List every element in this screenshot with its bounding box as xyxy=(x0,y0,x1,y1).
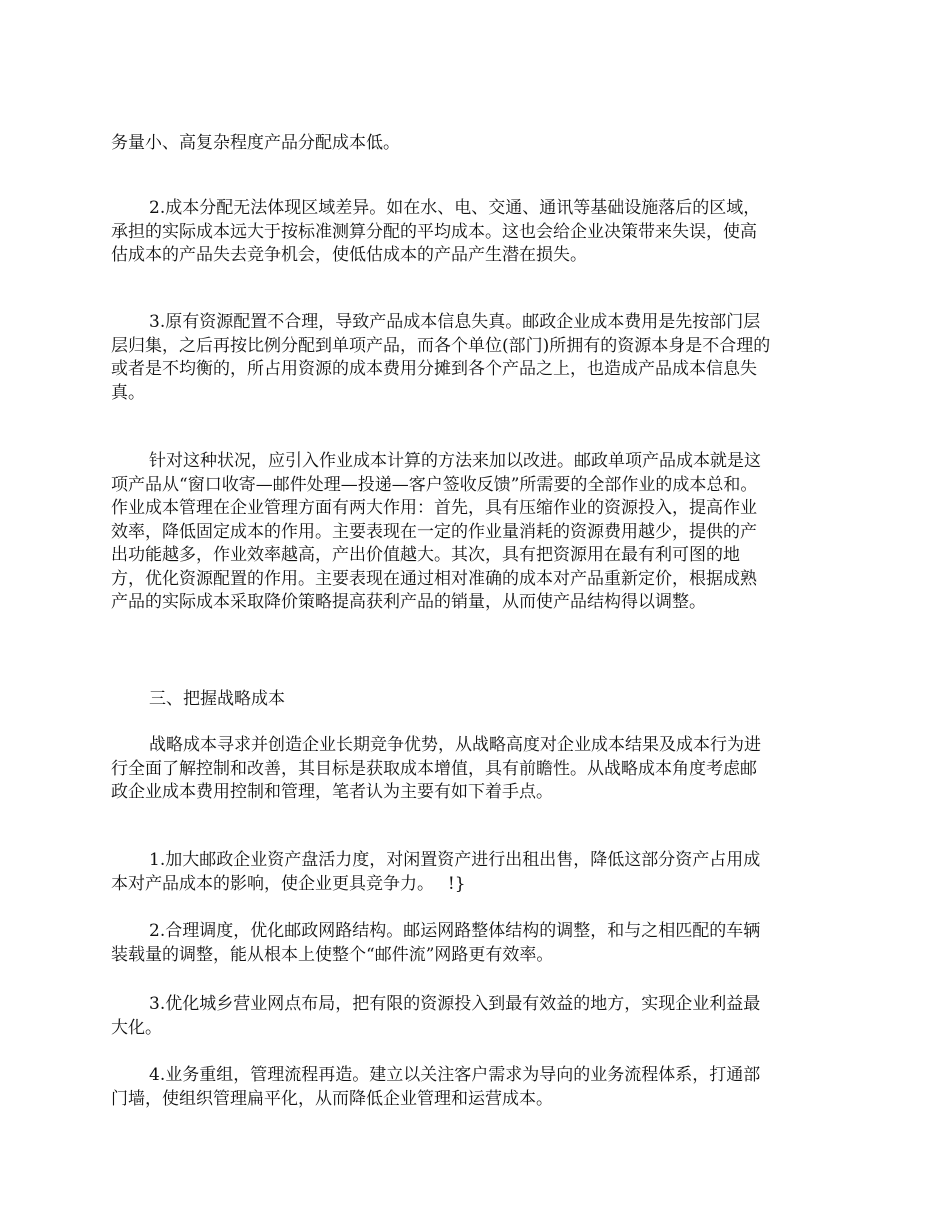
paragraph-item-4: 4.业务重组，管理流程再造。建立以关注客户需求为导向的业务流程体系，打通部门墙，使组织管理扁平化，从而降低企业管理和运营成本。 xyxy=(111,1065,761,1109)
paragraph-item-3: 3.优化城乡营业网点布局，把有限的资源投入到最有效益的地方，实现企业利益最大化。 xyxy=(111,994,761,1038)
section-heading-strategic-cost: 三、把握战略成本 xyxy=(149,689,285,709)
paragraph-activity-costing: 针对这种状况，应引入作业成本计算的方法来加以改进。邮政单项产品成本就是这项产品从“窗口收寄—邮件处理—投递—客户签收反馈”所需要的全部作业的成本总和。作业成本管理在企业管理方面有两大作用：首先，具有压缩作业的资源投入，提高作业效率，降低固定成本的作用。主要表现在一定的作业量消耗的资源费用越少，提供的产出功能越多，作业效率越高，产出价值越大。其次，具有把资源用在最有利可图的地方，优化资源配置的作用。主要表现在通过相对准确的成本对产品重新定价，根据成熟产品的实际成本采取降价策略提高获利产品的销量，从而使产品结构得以调整。 xyxy=(111,451,761,612)
paragraph-item-2: 2.合理调度，优化邮政网路结构。邮运网路整体结构的调整，和与之相匹配的车辆装载量的调整，能从根本上使整个“邮件流”网路更有效率。 xyxy=(111,921,761,965)
paragraph-point-3: 3.原有资源配置不合理，导致产品成本信息失真。邮政企业成本费用是先按部门层层归集，之后再按比例分配到单项产品，而各个单位(部门)所拥有的资源本身是不合理的或者是不均衡的，所占用资源的成本费用分摊到各个产品之上，也造成产品成本信息失真。 xyxy=(111,312,771,403)
paragraph-point-2: 2.成本分配无法体现区域差异。如在水、电、交通、通讯等基础设施落后的区域，承担的实际成本远大于按标准测算分配的平均成本。这也会给企业决策带来失误，使高估成本的产品失去竞争机会，使低估成本的产品产生潜在损失。 xyxy=(111,198,761,265)
paragraph-item-1: 1.加大邮政企业资产盘活力度，对闲置资产进行出租出售，降低这部分资产占用成本对产品成本的影响，使企业更具竞争力。 !} xyxy=(111,850,761,894)
paragraph-strategic-cost: 战略成本寻求并创造企业长期竞争优势，从战略高度对企业成本结果及成本行为进行全面了解控制和改善，其目标是获取成本增值，具有前瞻性。从战略成本角度考虑邮政企业成本费用控制和管理，笔者认为主要有如下着手点。 xyxy=(111,735,761,802)
paragraph-continuation: 务量小、高复杂程度产品分配成本低。 xyxy=(111,133,400,153)
